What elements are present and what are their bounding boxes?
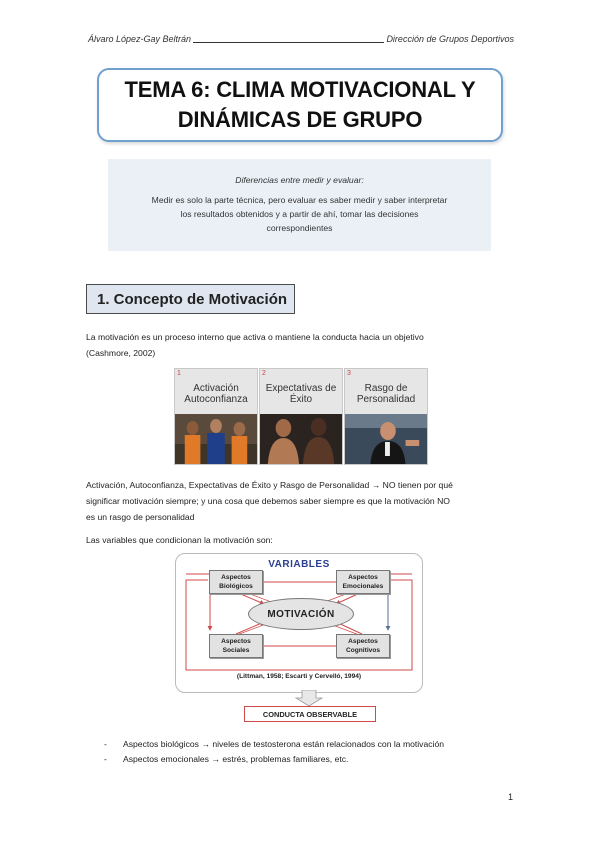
page-header — [88, 34, 514, 45]
definition-line-1: La motivación es un proceso interno que activa o mantiene la conducta hacia un objetivo — [86, 332, 424, 342]
panel-caption-line-1: Activación — [193, 383, 239, 394]
aspect-label-2: Emocionales — [342, 583, 384, 590]
basketball-players-photo — [175, 414, 257, 464]
statement-line-1: Activación, Autoconfianza, Expectativas de Éxito y Rasgo de Personalidad → NO tienen por qué — [86, 480, 453, 490]
section-heading: 1. Concepto de Motivación — [86, 284, 295, 314]
panel-number: 2 — [262, 370, 266, 377]
header-author: Álvaro López-Gay Beltrán — [88, 34, 192, 44]
panel-caption-line-2: Éxito — [289, 394, 313, 405]
panel-number: 3 — [347, 370, 351, 377]
definition-line-2: (Cashmore, 2002) — [86, 348, 156, 358]
panel-caption — [260, 383, 342, 405]
coach-photo — [345, 414, 427, 464]
diagram-title: VARIABLES — [268, 559, 330, 570]
bullet-text: Aspectos emocionales → estrés, problemas familiares, etc. — [123, 754, 349, 764]
statement-line-3: es un rasgo de personalidad — [86, 512, 195, 522]
aspect-label-1: Aspectos — [348, 638, 378, 645]
bullet-text: Aspectos biológicos → niveles de testosterona están relacionados con la motivación — [123, 739, 445, 749]
header-course: Dirección de Grupos Deportivos — [386, 34, 514, 44]
header-rule — [193, 34, 384, 43]
aspect-label-2: Biológicos — [219, 583, 253, 590]
title-box — [97, 68, 503, 142]
panel-caption — [175, 383, 257, 405]
note-box — [108, 159, 491, 251]
photo-panel-personality — [344, 368, 428, 465]
bullet-dash: - — [104, 739, 107, 749]
aspect-label-1: Aspectos — [221, 574, 251, 581]
aspect-emotional-box — [336, 570, 390, 594]
photo-panel-activation — [174, 368, 258, 465]
photo-panel-expectations — [259, 368, 343, 465]
boxers-photo — [260, 414, 342, 464]
panel-caption-line-2: Personalidad — [356, 394, 416, 405]
definition-paragraph — [86, 329, 516, 361]
statement-line-2: significar motivación siempre; y una cosa que debemos saber siempre es que la motivación NO — [86, 496, 450, 506]
aspect-social-box — [209, 634, 263, 658]
panel-number: 1 — [177, 370, 181, 377]
variables-diagram — [175, 553, 423, 693]
aspect-label-2: Sociales — [222, 647, 250, 654]
panel-caption — [345, 383, 427, 405]
panel-caption-line-1: Rasgo de — [364, 383, 408, 394]
note-line-3: correspondientes — [266, 223, 333, 233]
panel-caption-line-2: Autoconfianza — [184, 394, 248, 405]
note-title: Diferencias entre medir y evaluar: — [235, 175, 364, 185]
statement-paragraph — [86, 477, 516, 525]
aspect-label-1: Aspectos — [348, 574, 378, 581]
bullet-biological — [104, 737, 444, 751]
panel-caption-line-1: Expectativas de — [265, 383, 337, 394]
aspect-cognitive-box — [336, 634, 390, 658]
observable-behavior-box: CONDUCTA OBSERVABLE — [244, 706, 376, 722]
note-line-2: los resultados obtenidos y a partir de ahí, tomar las decisiones — [180, 209, 419, 219]
aspect-label-1: Aspectos — [221, 638, 251, 645]
title-line-1: TEMA 6: CLIMA MOTIVACIONAL Y — [124, 77, 476, 102]
down-arrow-icon — [294, 690, 324, 707]
aspect-label-2: Cognitivos — [345, 647, 381, 654]
motivation-image-strip — [174, 368, 428, 465]
title-line-2: DINÁMICAS DE GRUPO — [177, 107, 423, 132]
bullet-dash: - — [104, 754, 107, 764]
diagram-citation: (Littman, 1958; Escartí y Cervelló, 1994) — [236, 673, 362, 680]
page-number: 1 — [508, 792, 514, 802]
variables-intro: Las variables que condicionan la motivación son: — [86, 535, 273, 545]
bullet-emotional — [104, 752, 348, 766]
aspect-biological-box — [209, 570, 263, 594]
note-line-1: Medir es solo la parte técnica, pero evaluar es saber medir y saber interpretar — [151, 195, 448, 205]
motivation-ellipse: MOTIVACIÓN — [248, 598, 354, 630]
